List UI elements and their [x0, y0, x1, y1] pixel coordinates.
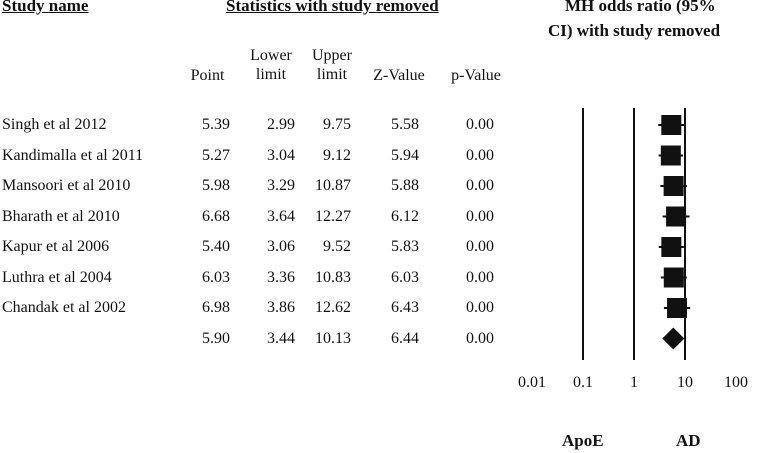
col-upper [304, 46, 360, 84]
cell-point: 5.39 [202, 116, 230, 133]
cell-z: 5.94 [391, 146, 419, 164]
cell-lower: 3.44 [267, 329, 295, 347]
cell-lower: 3.36 [267, 268, 295, 286]
col-point [185, 66, 230, 85]
cell-p: 0.00 [466, 329, 494, 347]
col-lower-line1: Lower [250, 47, 292, 64]
forest-plot [510, 95, 758, 405]
cell-upper: 10.13 [315, 329, 351, 347]
cell-p: 0.00 [466, 146, 494, 164]
study-name: Chandak et al 2002 [2, 299, 126, 316]
study-name: Luthra et al 2004 [2, 268, 112, 286]
point-estimate-marker [667, 298, 687, 318]
col-p-label: p-Value [451, 67, 501, 84]
study-name-header: Study name [2, 0, 89, 15]
col-upper-line1: Upper [312, 47, 352, 64]
cell-upper: 10.83 [315, 268, 351, 286]
cell-lower: 3.04 [267, 146, 295, 164]
cell-lower: 3.29 [267, 177, 295, 194]
cell-p: 0.00 [466, 177, 494, 194]
study-name: Kapur et al 2006 [2, 238, 110, 255]
favours-left-label: ApoE [562, 431, 604, 450]
cell-z: 5.83 [391, 238, 419, 255]
summary-diamond [662, 328, 684, 350]
cell-p: 0.00 [466, 116, 494, 133]
cell-point: 5.27 [202, 146, 230, 164]
study-name: Singh et al 2012 [2, 116, 107, 133]
cell-point: 5.40 [202, 238, 230, 255]
cell-upper: 9.75 [323, 116, 351, 133]
cell-upper: 12.27 [315, 207, 351, 225]
cell-z: 6.12 [391, 207, 419, 225]
col-p [440, 66, 512, 85]
cell-p: 0.00 [466, 207, 494, 225]
cell-p: 0.00 [466, 268, 494, 286]
cell-upper: 12.62 [315, 299, 351, 316]
point-estimate-marker [661, 237, 681, 257]
x-tick-label: 1 [630, 374, 638, 391]
odds-ratio-header-line1: MH odds ratio (95% [565, 0, 716, 15]
col-point-label: Point [190, 67, 225, 84]
cell-lower: 2.99 [267, 116, 295, 133]
x-tick-label: 100 [724, 374, 748, 391]
cell-lower: 3.86 [267, 299, 295, 316]
x-tick-label: 0.1 [573, 374, 593, 391]
point-estimate-marker [666, 207, 686, 227]
cell-upper: 10.87 [315, 177, 351, 194]
col-lower [243, 46, 299, 84]
cell-z: 6.43 [391, 299, 419, 316]
cell-p: 0.00 [466, 238, 494, 255]
odds-ratio-header-line2: CI) with study removed [548, 21, 721, 40]
cell-point: 6.98 [202, 299, 230, 316]
point-estimate-marker [664, 268, 684, 288]
cell-z: 6.03 [391, 268, 419, 286]
cell-point: 6.68 [202, 207, 230, 225]
cell-point: 6.03 [202, 268, 230, 286]
cell-z: 6.44 [391, 329, 419, 347]
cell-z: 5.88 [391, 177, 419, 194]
study-name: Kandimalla et al 2011 [2, 146, 144, 164]
point-estimate-marker [661, 146, 681, 166]
cell-lower: 3.64 [267, 207, 295, 225]
cell-point: 5.98 [202, 177, 230, 194]
stats-header: Statistics with study removed [226, 0, 439, 15]
cell-p: 0.00 [466, 299, 494, 316]
cell-z: 5.58 [391, 116, 419, 133]
col-z [364, 66, 434, 85]
col-upper-line2: limit [316, 66, 348, 83]
cell-lower: 3.06 [267, 238, 295, 255]
point-estimate-marker [664, 176, 684, 196]
col-z-label: Z-Value [373, 67, 425, 84]
x-tick-label: 0.01 [518, 374, 546, 391]
study-name: Bharath et al 2010 [2, 207, 120, 225]
col-lower-line2: limit [255, 66, 287, 83]
cell-upper: 9.12 [323, 146, 351, 164]
study-name: Mansoori et al 2010 [2, 177, 131, 194]
favours-right-label: AD [676, 431, 701, 450]
cell-upper: 9.52 [323, 238, 351, 255]
point-estimate-marker [661, 115, 681, 135]
cell-point: 5.90 [202, 329, 230, 347]
x-tick-label: 10 [677, 374, 693, 391]
